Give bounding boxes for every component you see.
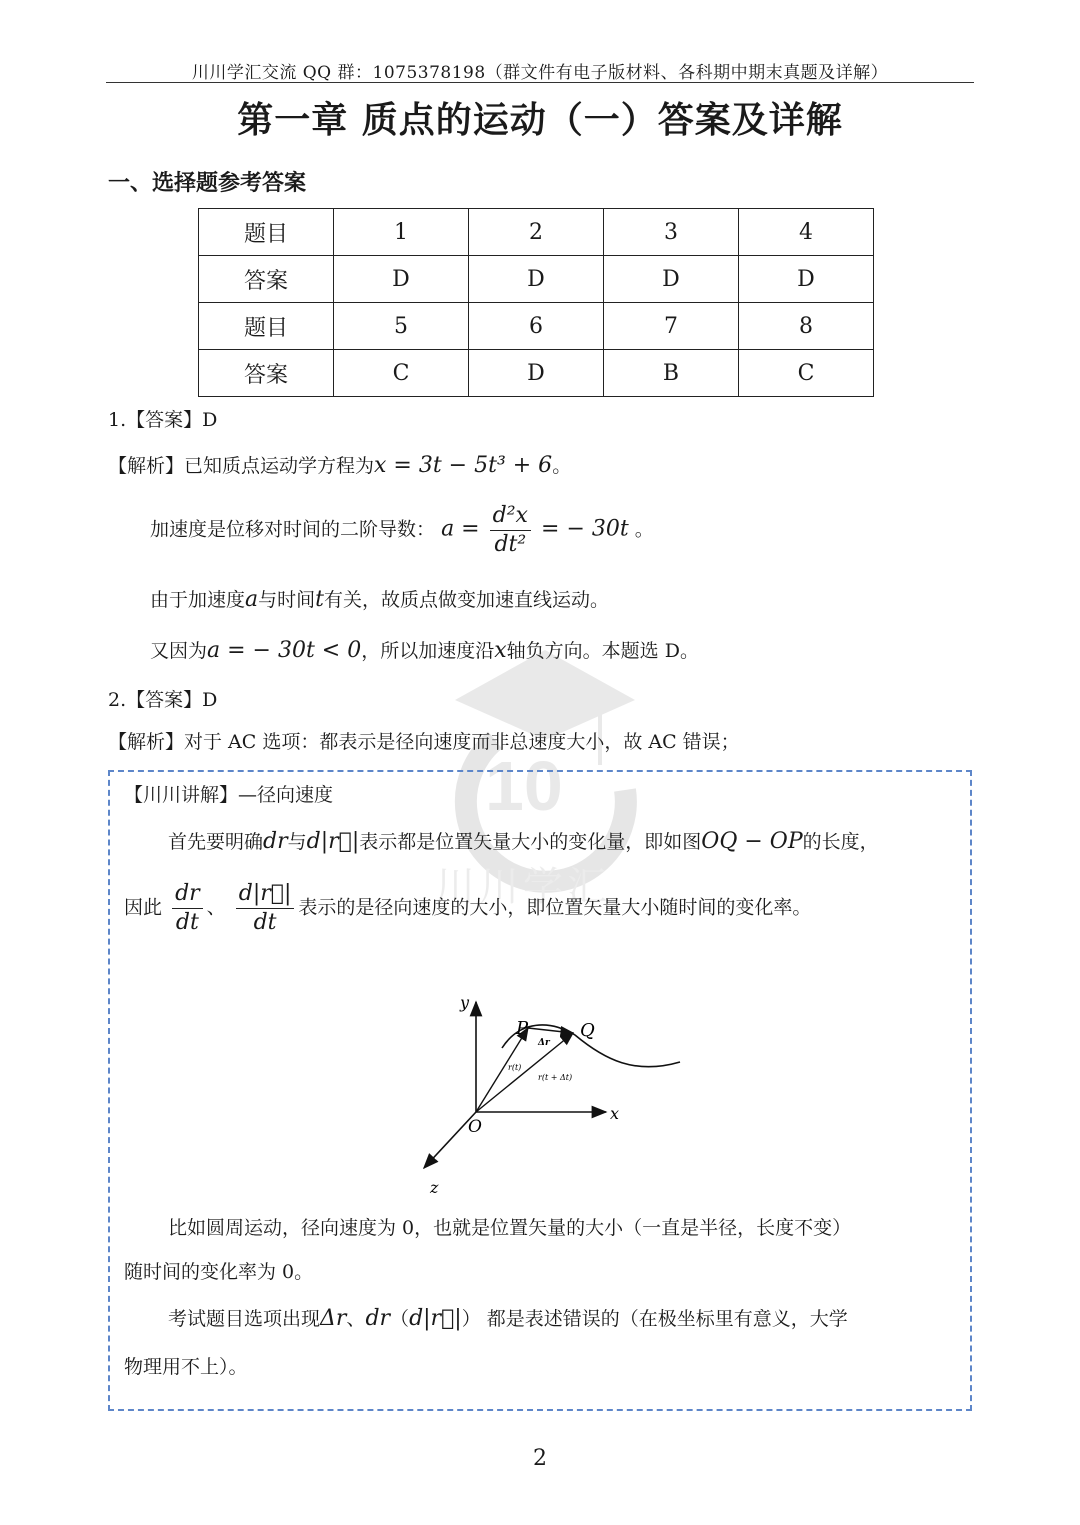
box-paragraph-1 bbox=[168, 827, 879, 857]
q1-line4-text-b: ，所以加速度沿 bbox=[361, 640, 495, 662]
table-cell: C bbox=[739, 350, 874, 397]
table-cell: 3 bbox=[604, 209, 739, 256]
label-p: P bbox=[516, 1018, 529, 1039]
logo-digits: 10 bbox=[485, 747, 563, 825]
label-r-t: r(t) bbox=[508, 1063, 522, 1072]
box-p1-dr: dr bbox=[263, 829, 288, 854]
q1-analysis-label: 【解析】已知质点运动学方程为 bbox=[108, 455, 375, 477]
table-cell: B bbox=[604, 350, 739, 397]
box-p5-text-b: 都是表述错误的（在极坐标里有意义，大学 bbox=[486, 1308, 848, 1330]
q1-answer: 1.【答案】D bbox=[108, 409, 218, 431]
box-p1-text-a: 首先要明确 bbox=[168, 831, 264, 853]
page-number: 2 bbox=[533, 1446, 547, 1471]
table-cell: 7 bbox=[604, 303, 739, 350]
q1-accel-period: 。 bbox=[634, 518, 654, 541]
q1-line3-text-c: 有关，故质点做变加速直线运动。 bbox=[324, 589, 610, 611]
table-cell: D bbox=[604, 256, 739, 303]
table-cell: 4 bbox=[739, 209, 874, 256]
box-p5-open-paren: （ bbox=[390, 1308, 410, 1330]
q1-accel-lhs: a = bbox=[441, 516, 480, 542]
label-z: z bbox=[430, 1178, 439, 1197]
table-cell: 1 bbox=[334, 209, 469, 256]
box-paragraph-5 bbox=[168, 1304, 848, 1334]
header-rule bbox=[106, 82, 974, 83]
table-cell: 题目 bbox=[199, 303, 334, 350]
box-p5-text-a: 考试题目选项出现 bbox=[168, 1308, 321, 1330]
table-row bbox=[199, 209, 874, 256]
mortarboard-icon bbox=[455, 650, 635, 740]
box-paragraph-3: 比如圆周运动，径向速度为 0，也就是位置矢量的大小（一直是半径，长度不变） bbox=[168, 1217, 852, 1239]
box-frac2-denominator: dt bbox=[253, 910, 277, 935]
table-cell: 2 bbox=[469, 209, 604, 256]
table-row bbox=[199, 303, 874, 350]
table-cell: D bbox=[334, 256, 469, 303]
q1-line4-equation: a = − 30t < 0 bbox=[207, 638, 362, 663]
table-cell: 8 bbox=[739, 303, 874, 350]
box-paragraph-6: 物理用不上）。 bbox=[124, 1356, 248, 1378]
q1-line4-text-a: 又因为 bbox=[150, 640, 208, 662]
box-p5-close-paren: ） bbox=[461, 1308, 481, 1330]
box-p1-oq-op: OQ − OP bbox=[701, 829, 803, 854]
box-frac1-numerator: dr bbox=[172, 880, 203, 909]
box-p5-delta-r: Δr bbox=[320, 1306, 347, 1331]
watermark-text: 川川学汇 bbox=[435, 864, 611, 910]
box-p1-text-c: 表示都是位置矢量大小的变化量，即如图 bbox=[359, 831, 702, 853]
q1-acceleration-line bbox=[150, 502, 654, 559]
box-paragraph-2 bbox=[124, 880, 811, 937]
table-cell: D bbox=[469, 256, 604, 303]
q2-analysis: 【解析】对于 AC 选项：都表示是径向速度而非总速度大小，故 AC 错误； bbox=[108, 731, 740, 753]
box-frac2-numerator: d|r⃗| bbox=[236, 880, 295, 909]
q1-analysis bbox=[108, 451, 571, 481]
q1-accel-fraction bbox=[490, 502, 531, 559]
table-cell: 6 bbox=[469, 303, 604, 350]
q1-line3-var-t: t bbox=[315, 587, 324, 612]
q1-accel-text: 加速度是位移对时间的二阶导数： bbox=[150, 518, 436, 541]
box-frac1-denominator: dt bbox=[175, 910, 199, 935]
table-cell: D bbox=[739, 256, 874, 303]
q1-accel-numerator: d²x bbox=[490, 502, 531, 531]
table-row bbox=[199, 256, 874, 303]
q2-answer: 2.【答案】D bbox=[108, 689, 218, 711]
label-y: y bbox=[460, 993, 470, 1012]
section-heading: 一、选择题参考答案 bbox=[108, 171, 307, 196]
box-p1-dr-abs: d|r⃗| bbox=[306, 829, 360, 854]
table-cell: C bbox=[334, 350, 469, 397]
page-header: 川川学汇交流 QQ 群：1075378198（群文件有电子版材料、各科期中期末真题及详解） bbox=[191, 63, 889, 83]
box-p5-dr: dr bbox=[365, 1306, 391, 1331]
position-vector-figure bbox=[410, 990, 700, 1200]
q1-line3-text-b: 与时间 bbox=[258, 589, 316, 611]
box-p2-separator: 、 bbox=[206, 896, 226, 919]
q1-motion-equation: x = 3t − 5t³ + 6 bbox=[374, 453, 553, 478]
box-p1-text-d: 的长度， bbox=[802, 831, 879, 853]
q1-period: 。 bbox=[552, 455, 572, 477]
q1-line4-var-x: x bbox=[494, 638, 507, 663]
table-row bbox=[199, 350, 874, 397]
box-p2-text-a: 因此 bbox=[124, 896, 163, 919]
table-cell: 题目 bbox=[199, 209, 334, 256]
q1-line3-text-a: 由于加速度 bbox=[150, 589, 246, 611]
box-p5-dr-abs: d|r⃗| bbox=[409, 1306, 462, 1331]
q1-line3-var-a: a bbox=[245, 587, 259, 612]
label-delta-r: Δr bbox=[538, 1038, 550, 1048]
label-origin: O bbox=[468, 1117, 482, 1137]
box-fraction-dabsr-dt bbox=[236, 880, 295, 937]
label-r-t-dt: r(t + Δt) bbox=[538, 1073, 573, 1082]
q1-line4-text-c: 轴负方向。本题选 D。 bbox=[506, 640, 699, 662]
label-q: Q bbox=[580, 1020, 595, 1041]
table-cell: 答案 bbox=[199, 256, 334, 303]
q1-accel-rhs: = − 30t bbox=[541, 516, 629, 542]
box-p1-text-b: 与 bbox=[287, 831, 307, 853]
table-cell: 5 bbox=[334, 303, 469, 350]
page-title: 第一章 质点的运动（一）答案及详解 bbox=[237, 100, 843, 141]
box-p5-separator: 、 bbox=[346, 1308, 366, 1330]
answer-table bbox=[198, 208, 874, 397]
q1-accel-denominator: dt² bbox=[494, 532, 527, 557]
box-paragraph-4: 随时间的变化率为 0。 bbox=[124, 1261, 314, 1283]
label-x: x bbox=[610, 1104, 620, 1123]
box-fraction-dr-dt bbox=[172, 880, 203, 937]
box-heading: 【川川讲解】—径向速度 bbox=[124, 784, 334, 806]
table-cell: 答案 bbox=[199, 350, 334, 397]
box-p2-text-b: 表示的是径向速度的大小，即位置矢量大小随时间的变化率。 bbox=[298, 896, 812, 919]
table-cell: D bbox=[469, 350, 604, 397]
q1-line3 bbox=[150, 585, 609, 615]
